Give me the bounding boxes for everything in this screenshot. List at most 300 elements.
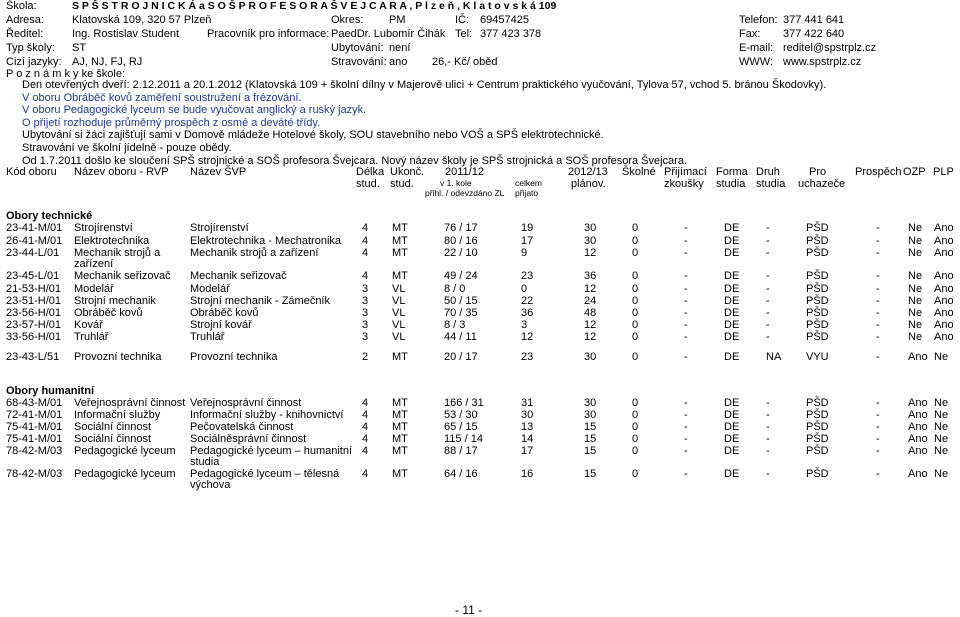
phone-label: Telefon: bbox=[739, 14, 778, 26]
cell-forma: DE bbox=[724, 247, 740, 259]
th-forma2: studia bbox=[716, 178, 746, 190]
cell-zkousky: - bbox=[684, 331, 688, 343]
cell-planovano: 30 bbox=[584, 397, 597, 409]
cell-planovano: 15 bbox=[584, 421, 597, 433]
cell-prospech: - bbox=[876, 433, 880, 445]
cell-skolne: 0 bbox=[632, 331, 639, 343]
cell-zkousky: - bbox=[684, 270, 688, 282]
cell-ukonceni: VL bbox=[392, 283, 406, 295]
cell-nazev-svp: Elektrotechnika - Mechatronika bbox=[190, 235, 342, 247]
cell-prospech: - bbox=[876, 351, 880, 363]
cell-prospech: - bbox=[876, 331, 880, 343]
th-kolo: v 1. kole bbox=[440, 178, 472, 188]
cell-prijato: 17 bbox=[521, 445, 534, 457]
cell-nazev-rvp: Obráběč kovů bbox=[74, 307, 143, 319]
table-row bbox=[0, 307, 960, 319]
th-ozp: OZP bbox=[903, 166, 926, 178]
cell-skolne: 0 bbox=[632, 421, 639, 433]
table-row bbox=[0, 283, 960, 295]
cell-zkousky: - bbox=[684, 247, 688, 259]
cell-kod: 68-43-M/01 bbox=[6, 397, 63, 409]
cell-skolne: 0 bbox=[632, 409, 639, 421]
email-label: E-mail: bbox=[739, 42, 774, 54]
cell-planovano: 30 bbox=[584, 235, 597, 247]
table-row bbox=[0, 433, 960, 445]
cell-prospech: - bbox=[876, 307, 880, 319]
cell-skolne: 0 bbox=[632, 270, 639, 282]
cell-kod: 23-56-H/01 bbox=[6, 307, 62, 319]
cell-forma: DE bbox=[724, 433, 740, 445]
cell-nazev-svp: Obráběč kovů bbox=[190, 307, 259, 319]
cell-skolne: 0 bbox=[632, 468, 639, 480]
cell-zkousky: - bbox=[684, 409, 688, 421]
cell-nazev-svp: Mechanik strojů a zařízení bbox=[190, 247, 319, 259]
cell-skolne: 0 bbox=[632, 351, 639, 363]
cell-plp: Ano bbox=[934, 307, 954, 319]
cell-prijato: 3 bbox=[521, 319, 528, 331]
cell-forma: DE bbox=[724, 421, 740, 433]
cell-druh: - bbox=[766, 468, 770, 480]
cell-ukonceni: MT bbox=[392, 351, 408, 363]
cell-ozp: Ne bbox=[908, 270, 923, 282]
ic-value: 69457425 bbox=[480, 14, 529, 26]
cell-planovano: 30 bbox=[584, 222, 597, 234]
cell-prospech: - bbox=[876, 409, 880, 421]
cell-nazev-svp: Veřejnosprávní činnost bbox=[190, 397, 302, 409]
cell-plp: Ano bbox=[934, 331, 954, 343]
cell-prijato: 16 bbox=[521, 468, 534, 480]
cell-ukonceni: MT bbox=[392, 235, 408, 247]
th-prospech: Prospěch bbox=[855, 166, 902, 178]
table-row bbox=[0, 397, 960, 409]
th-forma: Forma bbox=[716, 166, 748, 178]
cell-druh: - bbox=[766, 235, 770, 247]
cell-planovano: 15 bbox=[584, 468, 597, 480]
cell-zkousky: - bbox=[684, 397, 688, 409]
cell-prospech: - bbox=[876, 270, 880, 282]
th-plp: PLP bbox=[933, 166, 954, 178]
cell-forma: DE bbox=[724, 295, 740, 307]
cell-ukonceni: MT bbox=[392, 247, 408, 259]
table-row bbox=[0, 331, 960, 343]
cell-nazev-svp: Strojní kovář bbox=[190, 319, 252, 331]
cell-delka: 4 bbox=[362, 222, 369, 234]
cell-plp: Ano bbox=[934, 295, 954, 307]
school-name: S P Š S T R O J N I C K Á a S O Š P R O F E S O R A Š V E J C A R A , P l z e ň , K l a t o v s k á 109 bbox=[72, 0, 557, 12]
cell-kod: 33-56-H/01 bbox=[6, 331, 62, 343]
cell-pro-uchazece: PŠD bbox=[806, 445, 829, 457]
cell-prospech: - bbox=[876, 421, 880, 433]
cell-nazev-svp: Pedagogické lyceum – tělesná bbox=[190, 468, 340, 480]
cell-ozp: Ne bbox=[908, 319, 923, 331]
cell-nazev-rvp: Pedagogické lyceum bbox=[74, 468, 176, 480]
cell-prijato: 0 bbox=[521, 283, 528, 295]
table-row bbox=[0, 319, 960, 331]
th-ukonc: Ukonč. bbox=[390, 166, 425, 178]
table-row bbox=[0, 445, 960, 457]
cell-zkousky: - bbox=[684, 421, 688, 433]
cell-pro-uchazece: PŠD bbox=[806, 468, 829, 480]
cell-ukonceni: MT bbox=[392, 445, 408, 457]
th-delka: Délka bbox=[356, 166, 385, 178]
cell-ozp: Ne bbox=[908, 247, 923, 259]
cell-druh: - bbox=[766, 445, 770, 457]
cell-ozp: Ne bbox=[908, 222, 923, 234]
cell-nazev-svp: Pedagogické lyceum – humanitní bbox=[190, 445, 353, 457]
cell-pro-uchazece: PŠD bbox=[806, 222, 829, 234]
okres-value: PM bbox=[389, 14, 406, 26]
cell-prihlasky: 115 / 14 bbox=[444, 433, 483, 445]
cell-prihlasky: 80 / 16 bbox=[444, 235, 478, 247]
cell-druh: - bbox=[766, 270, 770, 282]
okres-label: Okres: bbox=[331, 14, 364, 26]
languages-label: Cizí jazyky: bbox=[6, 56, 62, 68]
th-zkousky: zkoušky bbox=[664, 178, 704, 190]
section-technical: Obory technické bbox=[6, 210, 93, 222]
cell-druh: - bbox=[766, 247, 770, 259]
cell-planovano: 36 bbox=[584, 270, 597, 282]
cell-druh: - bbox=[766, 433, 770, 445]
th-skolne: Školné bbox=[622, 166, 656, 178]
address-value: Klatovská 109, 320 57 Plzeň bbox=[72, 14, 212, 26]
cell-nazev-rvp: Strojní mechanik bbox=[74, 295, 156, 307]
cell-prospech: - bbox=[876, 295, 880, 307]
cell-ozp: Ano bbox=[908, 351, 928, 363]
cell-skolne: 0 bbox=[632, 445, 639, 457]
note-obrabec: V oboru Obráběč kovů zaměření soustružení a frézování. bbox=[22, 91, 302, 104]
cell-druh: - bbox=[766, 307, 770, 319]
cell-prijato: 23 bbox=[521, 270, 534, 282]
cell-prihlasky: 20 / 17 bbox=[444, 351, 478, 363]
note-open-day: Den otevřených dveří: 2.12.2011 a 20.1.2012 (Klatovská 109 + školní dílny v Majerově ulici + Centrum praktického vyučování, Tylova 57, vchod 5. bránou Škodovky). bbox=[22, 79, 827, 91]
cell-forma: DE bbox=[724, 222, 740, 234]
cell-planovano: 30 bbox=[584, 351, 597, 363]
th-delka2: stud. bbox=[356, 178, 380, 190]
cell-delka: 4 bbox=[362, 433, 369, 445]
note-merger: Od 1.7.2011 došlo ke sloučení SPŠ strojnické a SOŠ profesora Švejcara. Nový název školy je SPŠ strojnická a SOŠ profesora Švejcara. bbox=[22, 154, 688, 167]
cell-nazev-svp: Strojírenství bbox=[190, 222, 249, 234]
wrap-lyceum-telesna: výchova bbox=[190, 479, 231, 491]
cell-forma: DE bbox=[724, 307, 740, 319]
th-prijato: přijato bbox=[515, 188, 539, 198]
cell-ozp: Ne bbox=[908, 283, 923, 295]
cell-forma: DE bbox=[724, 397, 740, 409]
fax-label: Fax: bbox=[739, 28, 761, 40]
cell-pro-uchazece: PŠD bbox=[806, 270, 829, 282]
cell-ukonceni: MT bbox=[392, 433, 408, 445]
cell-planovano: 30 bbox=[584, 409, 597, 421]
cell-skolne: 0 bbox=[632, 283, 639, 295]
cell-nazev-rvp: Strojírenství bbox=[74, 222, 133, 234]
cell-prihlasky: 166 / 31 bbox=[444, 397, 484, 409]
cell-prijato: 17 bbox=[521, 235, 534, 247]
cell-prijato: 14 bbox=[521, 433, 534, 445]
th-nazev-svp: Název ŠVP bbox=[190, 166, 247, 178]
th-prijimaci: Přijímací bbox=[664, 166, 707, 178]
cell-delka: 4 bbox=[362, 397, 369, 409]
cell-druh: - bbox=[766, 421, 770, 433]
note-admission: O přijetí rozhoduje průměrný prospěch z osmé a deváté třídy. bbox=[22, 116, 321, 129]
info-worker-value: PaedDr. Lubomír Čihák bbox=[331, 28, 446, 40]
school-notes bbox=[22, 79, 826, 167]
cell-prihlasky: 53 / 30 bbox=[444, 409, 478, 421]
cell-kod: 23-51-H/01 bbox=[6, 295, 62, 307]
cell-plp: Ano bbox=[934, 247, 954, 259]
cell-ozp: Ne bbox=[908, 331, 923, 343]
cell-skolne: 0 bbox=[632, 222, 639, 234]
cell-ozp: Ano bbox=[908, 397, 928, 409]
cell-planovano: 12 bbox=[584, 247, 597, 259]
th-druh: Druh bbox=[756, 166, 780, 178]
th-year: 2011/12 bbox=[445, 166, 484, 178]
note-pedagog: V oboru Pedagogické lyceum se bude vyučovat anglický a ruský jazyk. bbox=[22, 104, 367, 117]
note-meals: Stravování ve školní jídelně - pouze obědy. bbox=[22, 141, 232, 154]
cell-ukonceni: MT bbox=[392, 397, 408, 409]
cell-nazev-svp: Strojní mechanik - Zámečník bbox=[190, 295, 330, 307]
cell-kod: 23-43-L/51 bbox=[6, 351, 60, 363]
cell-kod: 78-42-M/03 bbox=[6, 468, 63, 480]
cell-planovano: 15 bbox=[584, 433, 597, 445]
cell-ozp: Ano bbox=[908, 445, 928, 457]
th-prihl: přihl. / odevzdáno ZL bbox=[425, 188, 505, 198]
phone-value: 377 441 641 bbox=[783, 14, 845, 26]
table-row bbox=[0, 295, 960, 307]
cell-prijato: 22 bbox=[521, 295, 534, 307]
cell-prihlasky: 88 / 17 bbox=[444, 445, 478, 457]
cell-plp: Ne bbox=[934, 351, 949, 363]
table-row bbox=[0, 222, 960, 234]
cell-forma: DE bbox=[724, 409, 740, 421]
cell-skolne: 0 bbox=[632, 295, 639, 307]
cell-delka: 4 bbox=[362, 468, 369, 480]
cell-zkousky: - bbox=[684, 433, 688, 445]
cell-zkousky: - bbox=[684, 295, 688, 307]
director-label: Ředitel: bbox=[6, 28, 44, 40]
email-link[interactable]: reditel@spstrplz.cz bbox=[783, 42, 877, 54]
cell-druh: NA bbox=[766, 351, 782, 363]
cell-kod: 26-41-M/01 bbox=[6, 235, 63, 247]
housing-label: Ubytování: bbox=[331, 42, 384, 54]
meals-price: 26,- Kč/ oběd bbox=[432, 56, 498, 68]
cell-delka: 2 bbox=[362, 351, 369, 363]
cell-kod: 21-53-H/01 bbox=[6, 283, 62, 295]
cell-prospech: - bbox=[876, 283, 880, 295]
cell-prijato: 12 bbox=[521, 331, 534, 343]
table-row bbox=[0, 468, 960, 480]
cell-prijato: 30 bbox=[521, 409, 534, 421]
cell-skolne: 0 bbox=[632, 247, 639, 259]
cell-skolne: 0 bbox=[632, 319, 639, 331]
cell-nazev-rvp: Sociální činnost bbox=[74, 433, 152, 445]
cell-skolne: 0 bbox=[632, 433, 639, 445]
housing-value: není bbox=[389, 42, 411, 54]
cell-delka: 3 bbox=[362, 319, 369, 331]
cell-ukonceni: MT bbox=[392, 222, 408, 234]
cell-plp: Ano bbox=[934, 222, 954, 234]
cell-delka: 3 bbox=[362, 331, 369, 343]
cell-pro-uchazece: PŠD bbox=[806, 283, 829, 295]
cell-ozp: Ne bbox=[908, 235, 923, 247]
meals-label: Stravování: bbox=[331, 56, 387, 68]
table-row bbox=[0, 351, 960, 363]
cell-plp: Ano bbox=[934, 235, 954, 247]
cell-prihlasky: 70 / 35 bbox=[444, 307, 478, 319]
cell-forma: DE bbox=[724, 283, 740, 295]
cell-ukonceni: MT bbox=[392, 270, 408, 282]
cell-prihlasky: 22 / 10 bbox=[444, 247, 478, 259]
cell-pro-uchazece: PŠD bbox=[806, 331, 829, 343]
cell-prijato: 31 bbox=[521, 397, 534, 409]
cell-kod: 75-41-M/01 bbox=[6, 433, 63, 445]
cell-prospech: - bbox=[876, 468, 880, 480]
cell-forma: DE bbox=[724, 331, 740, 343]
cell-kod: 23-57-H/01 bbox=[6, 319, 62, 331]
cell-ukonceni: MT bbox=[392, 468, 408, 480]
section-humanities: Obory humanitní bbox=[6, 385, 94, 397]
school-label: Škola: bbox=[6, 0, 37, 12]
cell-plp: Ne bbox=[934, 445, 949, 457]
info-tel-label: Tel: bbox=[455, 28, 473, 40]
th-kod: Kód oboru bbox=[6, 166, 57, 178]
cell-plp: Ne bbox=[934, 397, 949, 409]
cell-druh: - bbox=[766, 397, 770, 409]
cell-nazev-rvp: Pedagogické lyceum bbox=[74, 445, 176, 457]
cell-ozp: Ano bbox=[908, 433, 928, 445]
cell-ukonceni: VL bbox=[392, 307, 406, 319]
info-worker-label: Pracovník pro informace: bbox=[207, 28, 330, 40]
wrap-lyceum-humanitni: studia bbox=[190, 456, 220, 468]
cell-pro-uchazece: PŠD bbox=[806, 433, 829, 445]
cell-prihlasky: 49 / 24 bbox=[444, 270, 478, 282]
cell-delka: 3 bbox=[362, 307, 369, 319]
cell-ukonceni: MT bbox=[392, 409, 408, 421]
th-plan: plánov. bbox=[571, 178, 606, 190]
cell-nazev-svp: Informační služby - knihovnictví bbox=[190, 409, 344, 421]
cell-prihlasky: 8 / 0 bbox=[444, 283, 466, 295]
cell-prihlasky: 8 / 3 bbox=[444, 319, 466, 331]
cell-kod: 75-41-M/01 bbox=[6, 421, 63, 433]
cell-zkousky: - bbox=[684, 307, 688, 319]
cell-nazev-rvp: Kovář bbox=[74, 319, 103, 331]
cell-plp: Ano bbox=[934, 283, 954, 295]
cell-prihlasky: 64 / 16 bbox=[444, 468, 478, 480]
cell-planovano: 48 bbox=[584, 307, 597, 319]
cell-ukonceni: MT bbox=[392, 421, 408, 433]
table-row bbox=[0, 421, 960, 433]
meals-value: ano bbox=[389, 56, 408, 68]
cell-delka: 4 bbox=[362, 235, 369, 247]
cell-delka: 3 bbox=[362, 283, 369, 295]
cell-ukonceni: VL bbox=[392, 319, 406, 331]
page-number: - 11 - bbox=[455, 603, 483, 617]
cell-zkousky: - bbox=[684, 351, 688, 363]
table-row bbox=[0, 270, 960, 282]
cell-plp: Ne bbox=[934, 433, 949, 445]
cell-prospech: - bbox=[876, 247, 880, 259]
cell-planovano: 24 bbox=[584, 295, 597, 307]
cell-prihlasky: 50 / 15 bbox=[444, 295, 478, 307]
type-label: Typ školy: bbox=[6, 42, 55, 54]
cell-prijato: 19 bbox=[521, 222, 534, 234]
th-plan-year: 2012/13 bbox=[568, 166, 608, 178]
www-link[interactable]: www.spstrplz.cz bbox=[783, 56, 862, 68]
cell-delka: 3 bbox=[362, 295, 369, 307]
cell-nazev-svp: Pečovatelská činnost bbox=[190, 421, 294, 433]
cell-druh: - bbox=[766, 409, 770, 421]
cell-delka: 4 bbox=[362, 445, 369, 457]
cell-nazev-svp: Truhlář bbox=[190, 331, 225, 343]
cell-forma: DE bbox=[724, 468, 740, 480]
languages-value: AJ, NJ, FJ, RJ bbox=[72, 56, 143, 68]
cell-kod: 78-42-M/03 bbox=[6, 445, 63, 457]
type-value: ST bbox=[72, 42, 87, 54]
cell-zkousky: - bbox=[684, 283, 688, 295]
cell-forma: DE bbox=[724, 319, 740, 331]
fax-value: 377 422 640 bbox=[783, 28, 845, 40]
cell-nazev-rvp: Veřejnosprávní činnost bbox=[74, 397, 186, 409]
cell-zkousky: - bbox=[684, 222, 688, 234]
cell-forma: DE bbox=[724, 270, 740, 282]
cell-nazev-rvp: Informační služby bbox=[74, 409, 161, 421]
cell-delka: 4 bbox=[362, 421, 369, 433]
cell-prihlasky: 65 / 15 bbox=[444, 421, 478, 433]
cell-zkousky: - bbox=[684, 235, 688, 247]
cell-ozp: Ne bbox=[908, 295, 923, 307]
cell-plp: Ne bbox=[934, 468, 949, 480]
address-label: Adresa: bbox=[6, 14, 44, 26]
cell-forma: DE bbox=[724, 351, 740, 363]
th-druh2: studia bbox=[756, 178, 786, 190]
cell-forma: DE bbox=[724, 445, 740, 457]
cell-planovano: 12 bbox=[584, 283, 597, 295]
cell-pro-uchazece: PŠD bbox=[806, 319, 829, 331]
cell-zkousky: - bbox=[684, 319, 688, 331]
table-row bbox=[0, 247, 960, 259]
cell-ukonceni: VL bbox=[392, 295, 406, 307]
cell-druh: - bbox=[766, 319, 770, 331]
info-tel-value: 377 423 378 bbox=[480, 28, 542, 40]
cell-ozp: Ano bbox=[908, 468, 928, 480]
th-nazev-rvp: Název oboru - RVP bbox=[74, 166, 169, 178]
cell-nazev-rvp: Provozní technika bbox=[74, 351, 162, 363]
cell-druh: - bbox=[766, 331, 770, 343]
cell-prijato: 9 bbox=[521, 247, 528, 259]
cell-delka: 4 bbox=[362, 247, 369, 259]
cell-pro-uchazece: PŠD bbox=[806, 295, 829, 307]
cell-planovano: 12 bbox=[584, 319, 597, 331]
cell-prihlasky: 76 / 17 bbox=[444, 222, 478, 234]
cell-prospech: - bbox=[876, 445, 880, 457]
note-housing: Ubytování si žáci zajišťují sami v Domově mládeže Hotelové školy, SOU stavebního nebo VOŠ a SPŠ elektrotechnické. bbox=[22, 129, 604, 142]
cell-pro-uchazece: PŠD bbox=[806, 307, 829, 319]
cell-delka: 4 bbox=[362, 409, 369, 421]
cell-druh: - bbox=[766, 295, 770, 307]
cell-pro-uchazece: PŠD bbox=[806, 247, 829, 259]
cell-plp: Ano bbox=[934, 270, 954, 282]
th-pro2: uchazeče bbox=[798, 178, 846, 190]
www-label: WWW: bbox=[739, 56, 774, 68]
cell-kod: 72-41-M/01 bbox=[6, 409, 63, 421]
ic-label: IČ: bbox=[455, 14, 470, 26]
cell-prospech: - bbox=[876, 397, 880, 409]
cell-prijato: 36 bbox=[521, 307, 534, 319]
cell-skolne: 0 bbox=[632, 397, 639, 409]
cell-prospech: - bbox=[876, 235, 880, 247]
cell-plp: Ne bbox=[934, 409, 949, 421]
cell-nazev-svp: Provozní technika bbox=[190, 351, 278, 363]
cell-prospech: - bbox=[876, 222, 880, 234]
cell-ozp: Ne bbox=[908, 307, 923, 319]
